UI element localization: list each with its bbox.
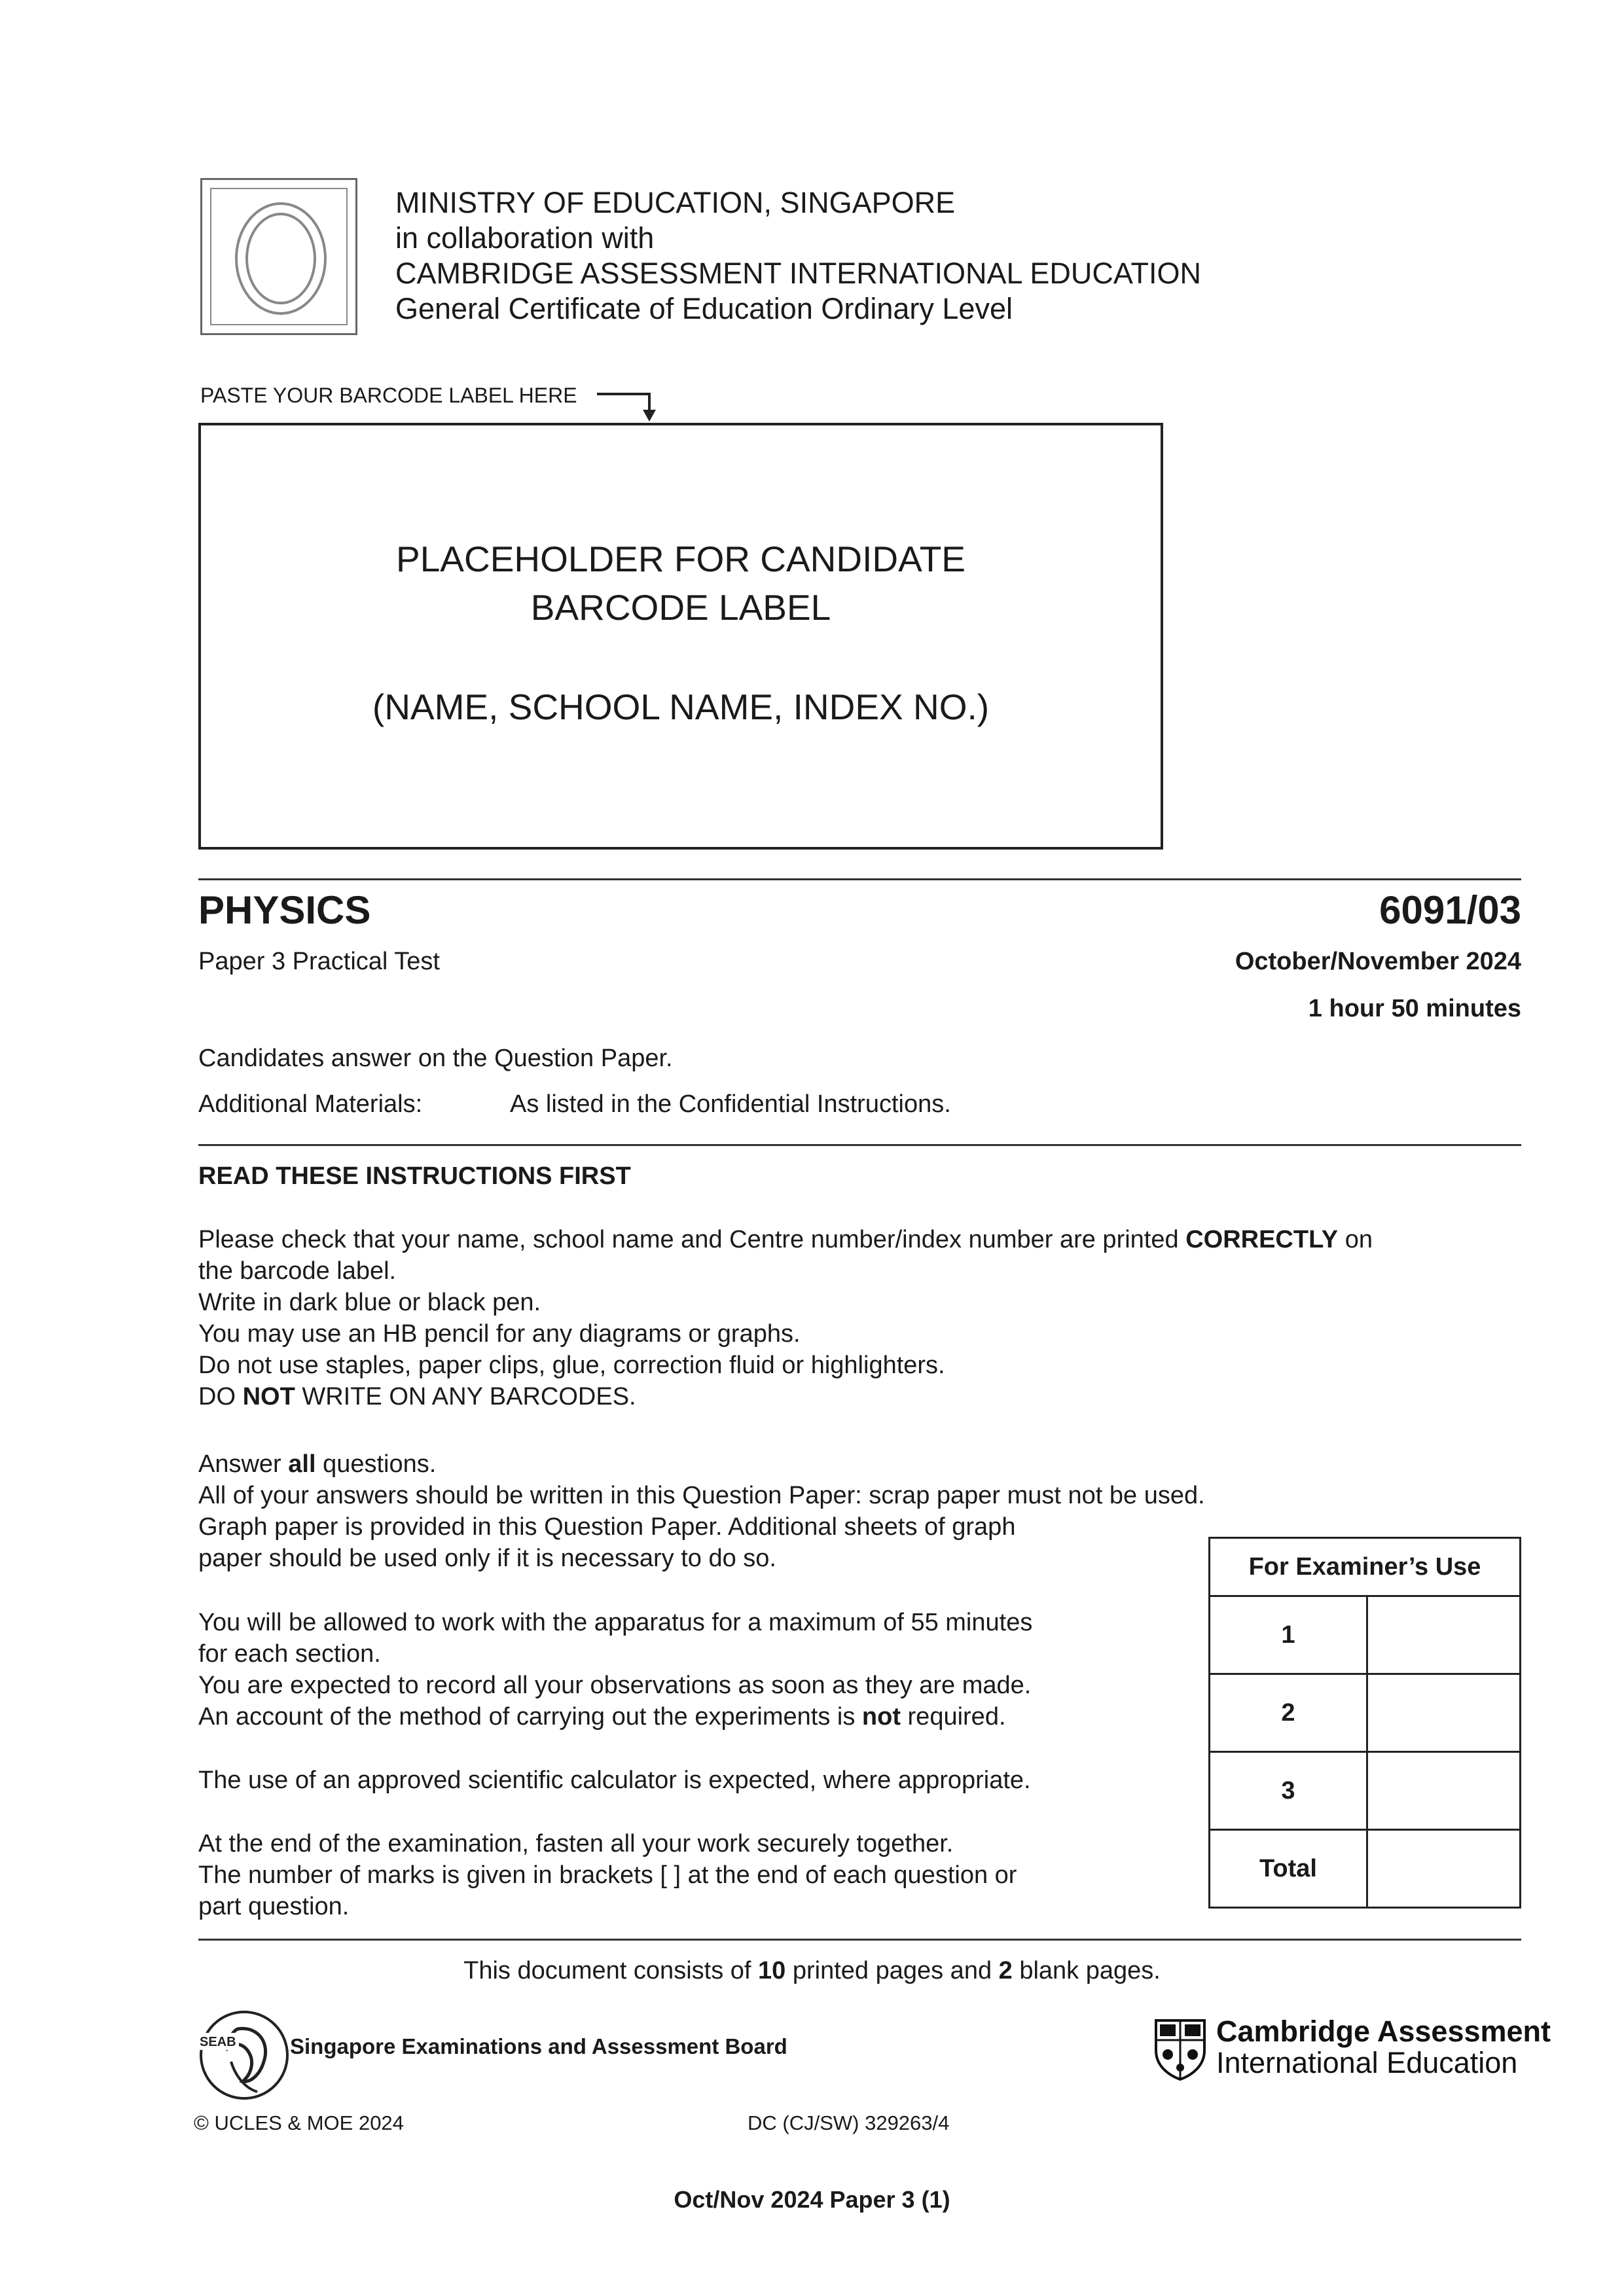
subject-title: PHYSICS <box>198 888 371 932</box>
question-number: 2 <box>1210 1674 1367 1752</box>
instruction-line: All of your answers should be written in this Question Paper: scrap paper must not be used. <box>198 1482 1205 1509</box>
cambridge-shield-icon <box>1153 2018 1207 2081</box>
placeholder-line-1: PLACEHOLDER FOR CANDIDATE <box>396 539 965 579</box>
instructions-block-3 <box>198 1607 1032 1732</box>
materials-value: As listed in the Confidential Instructions. <box>510 1090 951 1118</box>
table-row <box>1210 1830 1521 1908</box>
instruction-line: The number of marks is given in brackets [ ] at the end of each question or <box>198 1861 1017 1889</box>
instruction-line: paper should be used only if it is necessary to do so. <box>198 1545 776 1572</box>
seab-lion-logo-icon <box>192 1996 297 2108</box>
barcode-placeholder-box <box>198 423 1163 850</box>
letter-o-icon <box>228 198 333 319</box>
divider-middle <box>198 1144 1521 1146</box>
total-label: Total <box>1210 1830 1367 1908</box>
instructions-block-2 <box>198 1448 1205 1574</box>
page-footer-note: Oct/Nov 2024 Paper 3 (1) <box>674 2186 950 2213</box>
header-line-certificate: General Certificate of Education Ordinary Level <box>395 292 1013 325</box>
copyright-notice: © UCLES & MOE 2024 <box>194 2111 404 2134</box>
seab-name: Singapore Examinations and Assessment Board <box>290 2034 787 2058</box>
instruction-line: You will be allowed to work with the apparatus for a maximum of 55 minutes <box>198 1609 1033 1636</box>
examiners-use-title: For Examiner’s Use <box>1210 1538 1521 1596</box>
instruction-line: Please check that your name, school name and Centre number/index number are printed CORRECTLY on <box>198 1226 1373 1253</box>
instructions-block-4 <box>198 1765 1031 1796</box>
level-logo-box <box>200 178 357 335</box>
seab-mark-text: SEAB <box>200 2035 236 2049</box>
instructions-block-1 <box>198 1224 1373 1412</box>
mark-cell <box>1367 1596 1521 1674</box>
instruction-line: Do not use staples, paper clips, glue, correction fluid or highlighters. <box>198 1352 945 1379</box>
exam-board-header <box>395 185 1201 327</box>
instruction-line: You may use an HB pencil for any diagrams or graphs. <box>198 1320 801 1348</box>
cambridge-logo-text <box>1216 2016 1551 2079</box>
instruction-line: part question. <box>198 1893 350 1920</box>
document-code: DC (CJ/SW) 329263/4 <box>748 2111 950 2134</box>
arrow-down-icon <box>597 387 662 427</box>
divider-bottom <box>198 1939 1521 1941</box>
placeholder-line-2: BARCODE LABEL <box>530 587 831 628</box>
header-line-cambridge: CAMBRIDGE ASSESSMENT INTERNATIONAL EDUCATION <box>395 257 1202 290</box>
instruction-line: The use of an approved scientific calculator is expected, where appropriate. <box>198 1767 1031 1794</box>
cambridge-line-2: International Education <box>1216 2046 1518 2079</box>
instruction-line: DO NOT WRITE ON ANY BARCODES. <box>198 1383 636 1410</box>
total-mark-cell <box>1367 1830 1521 1908</box>
instructions-heading: READ THESE INSTRUCTIONS FIRST <box>198 1162 631 1190</box>
table-row <box>1210 1674 1521 1752</box>
paper-title: Paper 3 Practical Test <box>198 948 440 975</box>
instruction-line: You are expected to record all your observations as soon as they are made. <box>198 1672 1032 1699</box>
placeholder-line-3: (NAME, SCHOOL NAME, INDEX NO.) <box>372 687 990 727</box>
table-row <box>1210 1752 1521 1830</box>
page-count-statement: This document consists of 10 printed pages and 2 blank pages. <box>463 1957 1161 1984</box>
syllabus-code: 6091/03 <box>1379 888 1521 932</box>
divider-top <box>198 878 1521 880</box>
paste-barcode-label: PASTE YOUR BARCODE LABEL HERE <box>200 384 577 407</box>
mark-cell <box>1367 1674 1521 1752</box>
answer-on-text: Candidates answer on the Question Paper. <box>198 1045 673 1072</box>
materials-label: Additional Materials: <box>198 1090 423 1118</box>
header-line-collaboration: in collaboration with <box>395 221 655 255</box>
instruction-line: the barcode label. <box>198 1257 397 1285</box>
question-number: 3 <box>1210 1752 1367 1830</box>
instruction-line: At the end of the examination, fasten all your work securely together. <box>198 1830 954 1857</box>
exam-session: October/November 2024 <box>1235 948 1521 975</box>
instruction-line: Graph paper is provided in this Question Paper. Additional sheets of graph <box>198 1513 1016 1541</box>
mark-cell <box>1367 1752 1521 1830</box>
header-line-ministry: MINISTRY OF EDUCATION, SINGAPORE <box>395 186 956 219</box>
question-number: 1 <box>1210 1596 1367 1674</box>
instruction-line: Write in dark blue or black pen. <box>198 1289 541 1316</box>
instruction-line: An account of the method of carrying out the experiments is not required. <box>198 1703 1006 1731</box>
exam-duration: 1 hour 50 minutes <box>1308 995 1521 1022</box>
instructions-block-5 <box>198 1828 1017 1922</box>
table-row <box>1210 1596 1521 1674</box>
instruction-line: for each section. <box>198 1640 381 1668</box>
cambridge-line-1: Cambridge Assessment <box>1216 2015 1551 2048</box>
examiners-use-table <box>1208 1537 1521 1909</box>
instruction-line: Answer all questions. <box>198 1450 437 1478</box>
